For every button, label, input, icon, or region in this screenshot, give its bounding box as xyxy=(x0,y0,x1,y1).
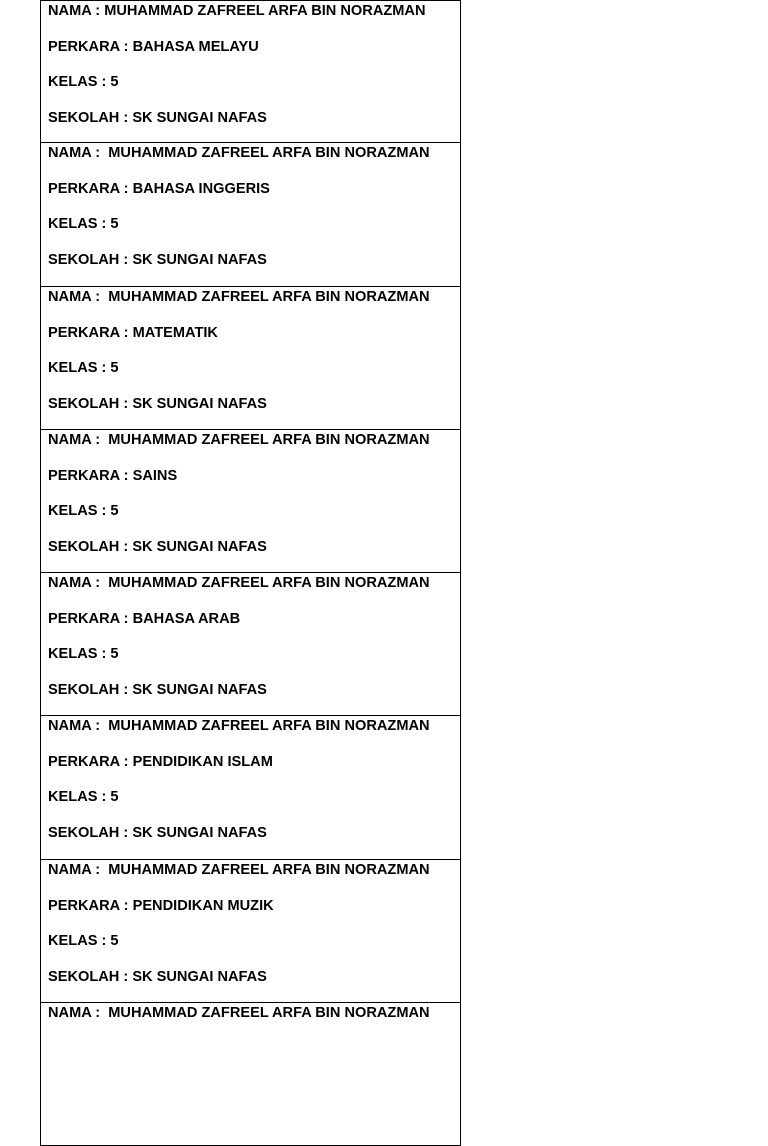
sekolah-line: SEKOLAH : SK SUNGAI NAFAS xyxy=(48,682,267,699)
sekolah-line: SEKOLAH : SK SUNGAI NAFAS xyxy=(48,395,267,412)
label-box-pendidikan-muzik xyxy=(40,860,461,1003)
sekolah-line: SEKOLAH : SK SUNGAI NAFAS xyxy=(48,825,267,842)
kelas-line: KELAS : 5 xyxy=(48,216,119,233)
nama-line: NAMA : MUHAMMAD ZAFREEL ARFA BIN NORAZMAN xyxy=(48,145,430,162)
label-box-bahasa-arab xyxy=(40,573,461,716)
label-box-pendidikan-islam xyxy=(40,716,461,859)
perkara-line: PERKARA : PENDIDIKAN MUZIK xyxy=(48,897,274,914)
nama-line: NAMA : MUHAMMAD ZAFREEL ARFA BIN NORAZMAN xyxy=(48,1005,430,1022)
sekolah-line: SEKOLAH : SK SUNGAI NAFAS xyxy=(48,252,267,269)
perkara-line: PERKARA : SAINS xyxy=(48,467,178,484)
label-box-bahasa-melayu xyxy=(40,0,461,143)
label-box-sains xyxy=(40,430,461,573)
nama-line: NAMA : MUHAMMAD ZAFREEL ARFA BIN NORAZMAN xyxy=(48,288,430,305)
sekolah-line: SEKOLAH : SK SUNGAI NAFAS xyxy=(48,538,267,555)
sekolah-line: SEKOLAH : SK SUNGAI NAFAS xyxy=(48,968,267,985)
kelas-line: KELAS : 5 xyxy=(48,789,119,806)
nama-line: NAMA : MUHAMMAD ZAFREEL ARFA BIN NORAZMAN xyxy=(48,718,430,735)
label-sheet xyxy=(40,0,461,1146)
nama-line: NAMA : MUHAMMAD ZAFREEL ARFA BIN NORAZMAN xyxy=(48,3,426,19)
nama-line: NAMA : MUHAMMAD ZAFREEL ARFA BIN NORAZMAN xyxy=(48,575,430,592)
nama-line: NAMA : MUHAMMAD ZAFREEL ARFA BIN NORAZMAN xyxy=(48,431,430,448)
perkara-line: PERKARA : PENDIDIKAN ISLAM xyxy=(48,754,273,771)
kelas-line: KELAS : 5 xyxy=(48,502,119,519)
label-box-bahasa-inggeris xyxy=(40,143,461,286)
label-box-partial xyxy=(40,1003,461,1146)
perkara-line: PERKARA : BAHASA ARAB xyxy=(48,611,241,628)
perkara-line: PERKARA : MATEMATIK xyxy=(48,324,218,341)
nama-line: NAMA : MUHAMMAD ZAFREEL ARFA BIN NORAZMAN xyxy=(48,861,430,878)
perkara-line: PERKARA : BAHASA MELAYU xyxy=(48,39,259,55)
sekolah-line: SEKOLAH : SK SUNGAI NAFAS xyxy=(48,110,267,126)
kelas-line: KELAS : 5 xyxy=(48,932,119,949)
kelas-line: KELAS : 5 xyxy=(48,646,119,663)
label-box-matematik xyxy=(40,287,461,430)
kelas-line: KELAS : 5 xyxy=(48,74,119,90)
kelas-line: KELAS : 5 xyxy=(48,359,119,376)
perkara-line: PERKARA : BAHASA INGGERIS xyxy=(48,181,270,198)
